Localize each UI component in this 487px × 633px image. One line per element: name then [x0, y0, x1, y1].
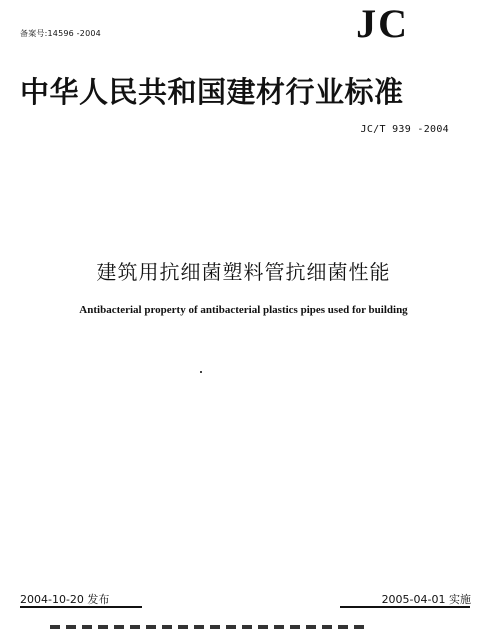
release-date: 2004-10-20 发布	[20, 593, 110, 606]
document-title-cn: 建筑用抗细菌塑料管抗细菌性能	[96, 260, 391, 284]
standard-category-title: 中华人民共和国建材行业标准	[20, 75, 404, 109]
document-title-en: Antibacterial property of antibacterial plastics pipes used for building	[79, 304, 408, 316]
cropped-text-strip	[50, 625, 370, 633]
footer-rule-left	[20, 606, 142, 608]
speck-mark	[200, 371, 202, 373]
industry-code: JC	[356, 1, 409, 46]
implement-date: 2005-04-01 实施	[381, 593, 471, 606]
footer-rule-right	[340, 606, 470, 608]
filing-number: 备案号:14596 -2004	[20, 29, 101, 38]
standard-number: JC/T 939 -2004	[360, 124, 449, 135]
